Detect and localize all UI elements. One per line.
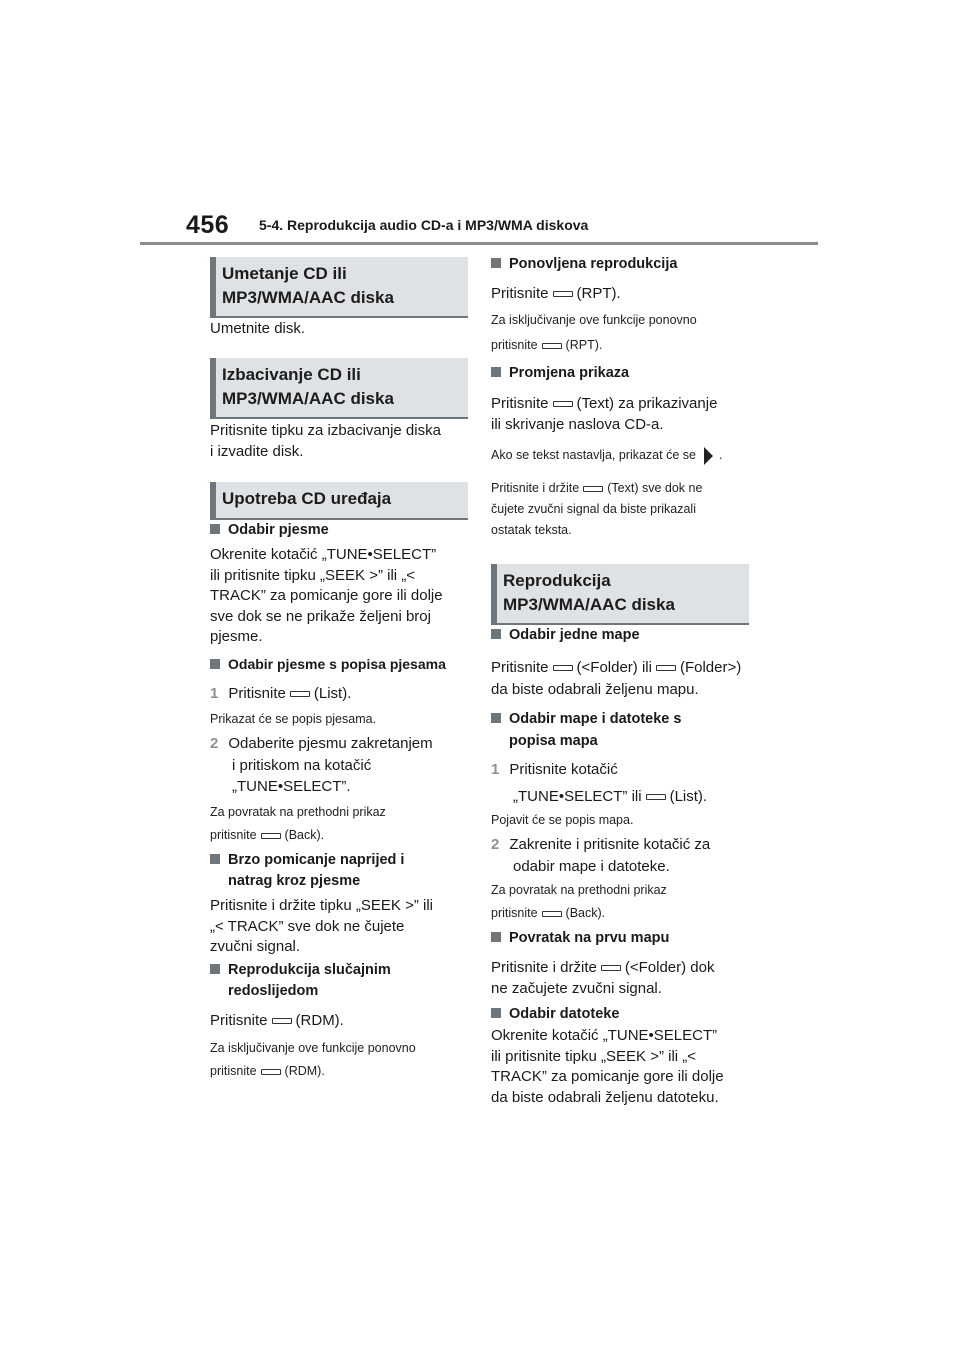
step-1-folder: 1 Pritisnite kotačić „TUNE•SELECT” ili (List). xyxy=(491,761,708,805)
random-play-note-2: pritisnite (RDM). xyxy=(210,1064,325,1078)
insert-disc-text: Umetnite disk. xyxy=(210,320,306,337)
square-bullet-icon xyxy=(491,932,501,942)
heading-display-change: Promjena prikaza xyxy=(491,363,629,384)
step-2-note-1: Za povratak na prethodni prikaz xyxy=(210,805,386,819)
heading-track-from-list: Odabir pjesme s popisa pjesama xyxy=(210,654,446,675)
heading-file-select: Odabir datoteke xyxy=(491,1004,619,1025)
square-bullet-icon xyxy=(210,854,220,864)
section-title: 5-4. Reprodukcija audio CD-a i MP3/WMA diskova xyxy=(259,217,589,233)
heading-repeat-play: Ponovljena reprodukcija xyxy=(491,254,677,275)
step-2-folder-note-1: Za povratak na prethodni prikaz xyxy=(491,883,667,897)
random-play-text: Pritisnite (RDM). xyxy=(210,1012,344,1029)
rpt-button-icon xyxy=(542,343,562,349)
fast-forward-text: Pritisnite i držite tipku „SEEK >” ili „< TRACK” sve dok ne čujete zvučni signal. xyxy=(210,897,433,955)
square-bullet-icon xyxy=(210,659,220,669)
step-2: 2 Odaberite pjesmu zakretanjem i pritiskom na kotačić „TUNE•SELECT”. xyxy=(210,735,433,795)
square-bullet-icon xyxy=(491,713,501,723)
section-heading-mp3-play: Reprodukcija MP3/WMA/AAC diska xyxy=(491,564,749,625)
heading-first-folder: Povratak na prvu mapu xyxy=(491,928,669,949)
rdm-button-icon xyxy=(261,1069,281,1075)
heading-random-play: Reprodukcija slučajnim redoslijedom xyxy=(210,960,391,1002)
rdm-button-icon xyxy=(272,1018,292,1024)
text-button-icon xyxy=(553,401,573,407)
square-bullet-icon xyxy=(210,524,220,534)
square-bullet-icon xyxy=(491,367,501,377)
heading-fast-forward: Brzo pomicanje naprijed i natrag kroz pjesme xyxy=(210,850,404,892)
display-change-note-1: Ako se tekst nastavlja, prikazat će se . xyxy=(491,444,722,466)
repeat-play-note-1: Za isključivanje ove funkcije ponovno xyxy=(491,313,697,327)
page-number: 456 xyxy=(186,211,230,239)
step-2-folder-note-2: pritisnite (Back). xyxy=(491,906,606,920)
rpt-button-icon xyxy=(553,291,573,297)
header-divider xyxy=(140,242,818,245)
heading-folder-file-list: Odabir mape i datoteke s popisa mapa xyxy=(491,708,681,752)
square-bullet-icon xyxy=(491,1008,501,1018)
folder-select-text: Pritisnite (<Folder) ili (Folder>) da biste odabrali željenu mapu. xyxy=(491,659,742,698)
step-1-folder-note: Pojavit će se popis mapa. xyxy=(491,813,634,827)
folder-prev-button-icon xyxy=(601,965,621,971)
step-2-note-2: pritisnite (Back). xyxy=(210,828,325,842)
display-change-note-2: Pritisnite i držite (Text) sve dok ne čujete zvučni signal da biste prikazali ostatak teksta. xyxy=(491,481,703,537)
track-select-text: Okrenite kotačić „TUNE•SELECT” ili pritisnite tipku „SEEK >” ili „< TRACK” za pomicanje gore ili dolje sve dok se ne prikaže željeni broj pjesme. xyxy=(210,546,443,645)
repeat-play-note-2: pritisnite (RPT). xyxy=(491,338,603,352)
back-button-icon xyxy=(261,833,281,839)
heading-track-select: Odabir pjesme xyxy=(210,520,329,541)
section-heading-cd-use: Upotreba CD uređaja xyxy=(210,482,468,520)
folder-prev-button-icon xyxy=(553,665,573,671)
section-heading-insert-disc: Umetanje CD ili MP3/WMA/AAC diska xyxy=(210,257,468,318)
square-bullet-icon xyxy=(210,964,220,974)
square-bullet-icon xyxy=(491,629,501,639)
file-select-text: Okrenite kotačić „TUNE•SELECT” ili pritisnite tipku „SEEK >” ili „< TRACK” za pomicanje gore ili dolje da biste odabrali željenu datoteku. xyxy=(491,1027,724,1106)
step-1-note: Prikazat će se popis pjesama. xyxy=(210,712,377,726)
list-button-icon xyxy=(646,794,666,800)
back-button-icon xyxy=(542,911,562,917)
eject-disc-text: Pritisnite tipku za izbacivanje diska i izvadite disk. xyxy=(210,422,441,460)
step-1: 1 Pritisnite (List). xyxy=(210,685,352,702)
list-button-icon xyxy=(290,691,310,697)
folder-next-button-icon xyxy=(656,665,676,671)
random-play-note-1: Za isključivanje ove funkcije ponovno xyxy=(210,1041,416,1055)
heading-folder-select: Odabir jedne mape xyxy=(491,625,640,646)
display-change-text: Pritisnite (Text) za prikazivanje ili skrivanje naslova CD-a. xyxy=(491,395,718,433)
continue-arrow-icon xyxy=(704,447,713,465)
step-2-folder: 2 Zakrenite i pritisnite kotačić za odabir mape i datoteke. xyxy=(491,836,711,875)
text-button-icon xyxy=(583,486,603,492)
square-bullet-icon xyxy=(491,258,501,268)
section-heading-eject-disc: Izbacivanje CD ili MP3/WMA/AAC diska xyxy=(210,358,468,419)
repeat-play-text: Pritisnite (RPT). xyxy=(491,285,621,302)
first-folder-text: Pritisnite i držite (<Folder) dok ne začujete zvučni signal. xyxy=(491,959,715,997)
